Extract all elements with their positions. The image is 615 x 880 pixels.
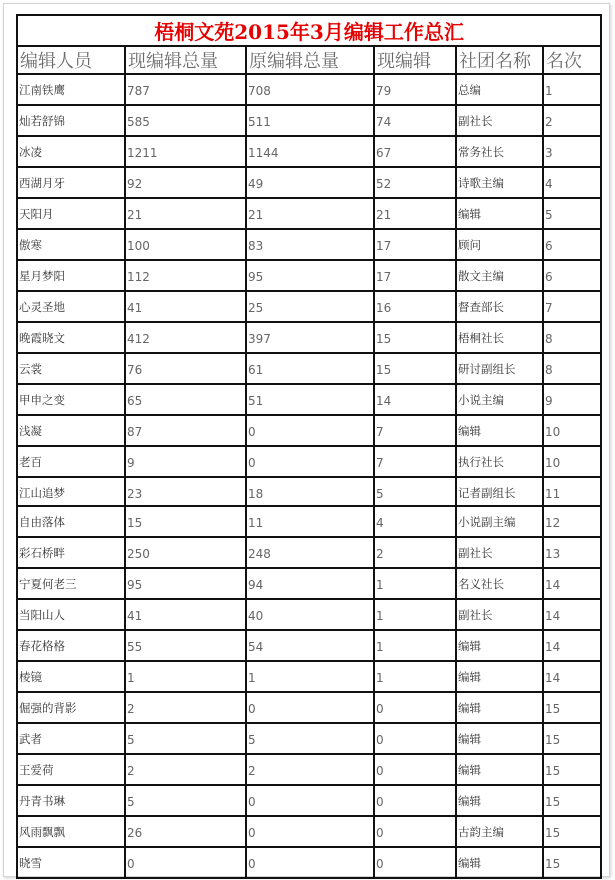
cell-club-title: 编辑	[456, 415, 543, 446]
cell-current-edits: 52	[374, 167, 456, 198]
cell-original-total: 0	[246, 785, 374, 816]
cell-editor: 冰凌	[17, 136, 125, 167]
work-summary-table-bottom	[16, 505, 602, 879]
cell-current-edits: 0	[374, 785, 456, 816]
cell-current-edits: 7	[374, 446, 456, 477]
cell-original-total: 0	[246, 692, 374, 723]
cell-editor: 武者	[17, 723, 125, 754]
cell-club-title: 常务社长	[456, 136, 543, 167]
cell-rank: 2	[543, 105, 601, 136]
cell-original-total: 25	[246, 291, 374, 322]
cell-original-total: 49	[246, 167, 374, 198]
cell-rank: 14	[543, 630, 601, 661]
header-club-title: 社团名称	[456, 46, 543, 74]
cell-current-edits: 79	[374, 74, 456, 105]
cell-original-total: 708	[246, 74, 374, 105]
cell-current-total: 9	[125, 446, 246, 477]
table-row	[17, 537, 601, 568]
cell-club-title: 散文主编	[456, 260, 543, 291]
cell-current-edits: 14	[374, 384, 456, 415]
header-editor: 编辑人员	[17, 46, 125, 74]
table-row	[17, 568, 601, 599]
cell-editor: 宁夏何老三	[17, 568, 125, 599]
cell-rank: 15	[543, 723, 601, 754]
cell-club-title: 总编	[456, 74, 543, 105]
cell-current-edits: 0	[374, 847, 456, 878]
cell-rank: 11	[543, 477, 601, 508]
cell-editor: 晓雪	[17, 847, 125, 878]
cell-current-edits: 0	[374, 723, 456, 754]
cell-original-total: 1144	[246, 136, 374, 167]
cell-current-total: 2	[125, 754, 246, 785]
cell-editor: 自由落体	[17, 506, 125, 537]
table-row	[17, 260, 601, 291]
cell-rank: 1	[543, 74, 601, 105]
cell-original-total: 54	[246, 630, 374, 661]
cell-current-edits: 1	[374, 568, 456, 599]
cell-current-total: 55	[125, 630, 246, 661]
cell-current-total: 5	[125, 785, 246, 816]
cell-original-total: 95	[246, 260, 374, 291]
cell-editor: 晚霞晓文	[17, 322, 125, 353]
table-row	[17, 136, 601, 167]
cell-current-total: 2	[125, 692, 246, 723]
cell-club-title: 研讨副组长	[456, 353, 543, 384]
cell-original-total: 5	[246, 723, 374, 754]
cell-original-total: 0	[246, 816, 374, 847]
cell-rank: 6	[543, 229, 601, 260]
cell-editor: 傲寒	[17, 229, 125, 260]
table-row	[17, 291, 601, 322]
cell-editor: 王爱荷	[17, 754, 125, 785]
table-row	[17, 198, 601, 229]
cell-current-edits: 21	[374, 198, 456, 229]
cell-current-total: 15	[125, 506, 246, 537]
cell-current-edits: 67	[374, 136, 456, 167]
table-row	[17, 353, 601, 384]
cell-current-edits: 1	[374, 661, 456, 692]
cell-current-total: 41	[125, 599, 246, 630]
table-row	[17, 322, 601, 353]
cell-original-total: 511	[246, 105, 374, 136]
cell-editor: 天阳月	[17, 198, 125, 229]
cell-current-edits: 7	[374, 415, 456, 446]
cell-editor: 心灵圣地	[17, 291, 125, 322]
cell-rank: 12	[543, 506, 601, 537]
cell-original-total: 21	[246, 198, 374, 229]
cell-club-title: 编辑	[456, 754, 543, 785]
cell-club-title: 编辑	[456, 198, 543, 229]
header-current-total: 现编辑总量	[125, 46, 246, 74]
cell-editor: 棱镜	[17, 661, 125, 692]
cell-current-total: 92	[125, 167, 246, 198]
cell-current-total: 585	[125, 105, 246, 136]
header-original-total: 原编辑总量	[246, 46, 374, 74]
table-row	[17, 785, 601, 816]
cell-editor: 当阳山人	[17, 599, 125, 630]
cell-editor: 彩石桥畔	[17, 537, 125, 568]
table-row	[17, 446, 601, 477]
cell-editor: 丹青书琳	[17, 785, 125, 816]
cell-current-total: 95	[125, 568, 246, 599]
cell-current-edits: 17	[374, 229, 456, 260]
cell-rank: 8	[543, 353, 601, 384]
cell-current-total: 23	[125, 477, 246, 508]
table-row	[17, 630, 601, 661]
cell-original-total: 0	[246, 446, 374, 477]
cell-original-total: 2	[246, 754, 374, 785]
cell-current-total: 250	[125, 537, 246, 568]
table-row	[17, 74, 601, 105]
cell-current-total: 5	[125, 723, 246, 754]
cell-current-total: 26	[125, 816, 246, 847]
cell-rank: 14	[543, 568, 601, 599]
cell-current-total: 412	[125, 322, 246, 353]
cell-editor: 倔强的背影	[17, 692, 125, 723]
table-row	[17, 384, 601, 415]
cell-original-total: 61	[246, 353, 374, 384]
cell-original-total: 11	[246, 506, 374, 537]
cell-rank: 10	[543, 415, 601, 446]
cell-rank: 7	[543, 291, 601, 322]
cell-rank: 10	[543, 446, 601, 477]
cell-current-edits: 15	[374, 322, 456, 353]
table-row	[17, 816, 601, 847]
cell-current-edits: 0	[374, 692, 456, 723]
table-row	[17, 723, 601, 754]
cell-current-edits: 1	[374, 630, 456, 661]
cell-rank: 13	[543, 537, 601, 568]
cell-rank: 6	[543, 260, 601, 291]
cell-rank: 4	[543, 167, 601, 198]
cell-editor: 灿若舒锦	[17, 105, 125, 136]
cell-current-total: 100	[125, 229, 246, 260]
cell-rank: 15	[543, 847, 601, 878]
cell-rank: 14	[543, 599, 601, 630]
cell-current-edits: 74	[374, 105, 456, 136]
cell-original-total: 248	[246, 537, 374, 568]
cell-original-total: 51	[246, 384, 374, 415]
cell-club-title: 编辑	[456, 692, 543, 723]
cell-current-edits: 2	[374, 537, 456, 568]
page-title: 梧桐文苑2015年3月编辑工作总汇	[17, 15, 601, 46]
cell-club-title: 副社长	[456, 599, 543, 630]
cell-club-title: 名义社长	[456, 568, 543, 599]
cell-editor: 浅凝	[17, 415, 125, 446]
cell-club-title: 小说副主编	[456, 506, 543, 537]
cell-current-edits: 1	[374, 599, 456, 630]
cell-current-total: 65	[125, 384, 246, 415]
cell-current-edits: 17	[374, 260, 456, 291]
cell-current-total: 41	[125, 291, 246, 322]
table-row	[17, 847, 601, 878]
table-row	[17, 692, 601, 723]
cell-rank: 8	[543, 322, 601, 353]
cell-editor: 春花格格	[17, 630, 125, 661]
cell-club-title: 编辑	[456, 630, 543, 661]
cell-club-title: 编辑	[456, 847, 543, 878]
cell-current-total: 21	[125, 198, 246, 229]
cell-editor: 云裳	[17, 353, 125, 384]
cell-current-edits: 4	[374, 506, 456, 537]
cell-club-title: 记者副组长	[456, 477, 543, 508]
cell-rank: 15	[543, 816, 601, 847]
cell-original-total: 0	[246, 847, 374, 878]
cell-editor: 老百	[17, 446, 125, 477]
table-row	[17, 661, 601, 692]
cell-rank: 15	[543, 785, 601, 816]
cell-current-total: 76	[125, 353, 246, 384]
cell-rank: 3	[543, 136, 601, 167]
cell-editor: 江山追梦	[17, 477, 125, 508]
cell-club-title: 编辑	[456, 785, 543, 816]
header-rank: 名次	[543, 46, 601, 74]
cell-current-edits: 0	[374, 754, 456, 785]
table-row	[17, 229, 601, 260]
cell-original-total: 0	[246, 415, 374, 446]
cell-editor: 西湖月牙	[17, 167, 125, 198]
cell-club-title: 小说主编	[456, 384, 543, 415]
cell-club-title: 诗歌主编	[456, 167, 543, 198]
cell-current-total: 787	[125, 74, 246, 105]
table-row	[17, 506, 601, 537]
cell-current-edits: 0	[374, 816, 456, 847]
table-row	[17, 477, 601, 508]
cell-editor: 风雨飘飘	[17, 816, 125, 847]
cell-club-title: 督查部长	[456, 291, 543, 322]
cell-editor: 星月梦阳	[17, 260, 125, 291]
table-row	[17, 415, 601, 446]
cell-current-edits: 5	[374, 477, 456, 508]
cell-current-total: 87	[125, 415, 246, 446]
table-row	[17, 105, 601, 136]
cell-editor: 甲申之变	[17, 384, 125, 415]
cell-club-title: 顾问	[456, 229, 543, 260]
cell-rank: 5	[543, 198, 601, 229]
table-row	[17, 167, 601, 198]
cell-club-title: 编辑	[456, 723, 543, 754]
cell-original-total: 18	[246, 477, 374, 508]
table-row	[17, 599, 601, 630]
cell-original-total: 40	[246, 599, 374, 630]
cell-club-title: 副社长	[456, 537, 543, 568]
cell-original-total: 94	[246, 568, 374, 599]
cell-current-edits: 16	[374, 291, 456, 322]
cell-rank: 14	[543, 661, 601, 692]
cell-current-edits: 15	[374, 353, 456, 384]
table-row	[17, 754, 601, 785]
cell-club-title: 古韵主编	[456, 816, 543, 847]
cell-original-total: 1	[246, 661, 374, 692]
cell-club-title: 编辑	[456, 661, 543, 692]
cell-rank: 15	[543, 692, 601, 723]
cell-current-total: 1	[125, 661, 246, 692]
cell-rank: 9	[543, 384, 601, 415]
cell-club-title: 梧桐社长	[456, 322, 543, 353]
cell-original-total: 83	[246, 229, 374, 260]
cell-club-title: 执行社长	[456, 446, 543, 477]
cell-rank: 15	[543, 754, 601, 785]
cell-original-total: 397	[246, 322, 374, 353]
cell-club-title: 副社长	[456, 105, 543, 136]
cell-editor: 江南铁鹰	[17, 74, 125, 105]
header-current-edits: 现编辑	[374, 46, 456, 74]
cell-current-total: 112	[125, 260, 246, 291]
cell-current-total: 0	[125, 847, 246, 878]
header-row	[17, 46, 601, 74]
cell-current-total: 1211	[125, 136, 246, 167]
work-summary-table-top	[16, 14, 602, 509]
